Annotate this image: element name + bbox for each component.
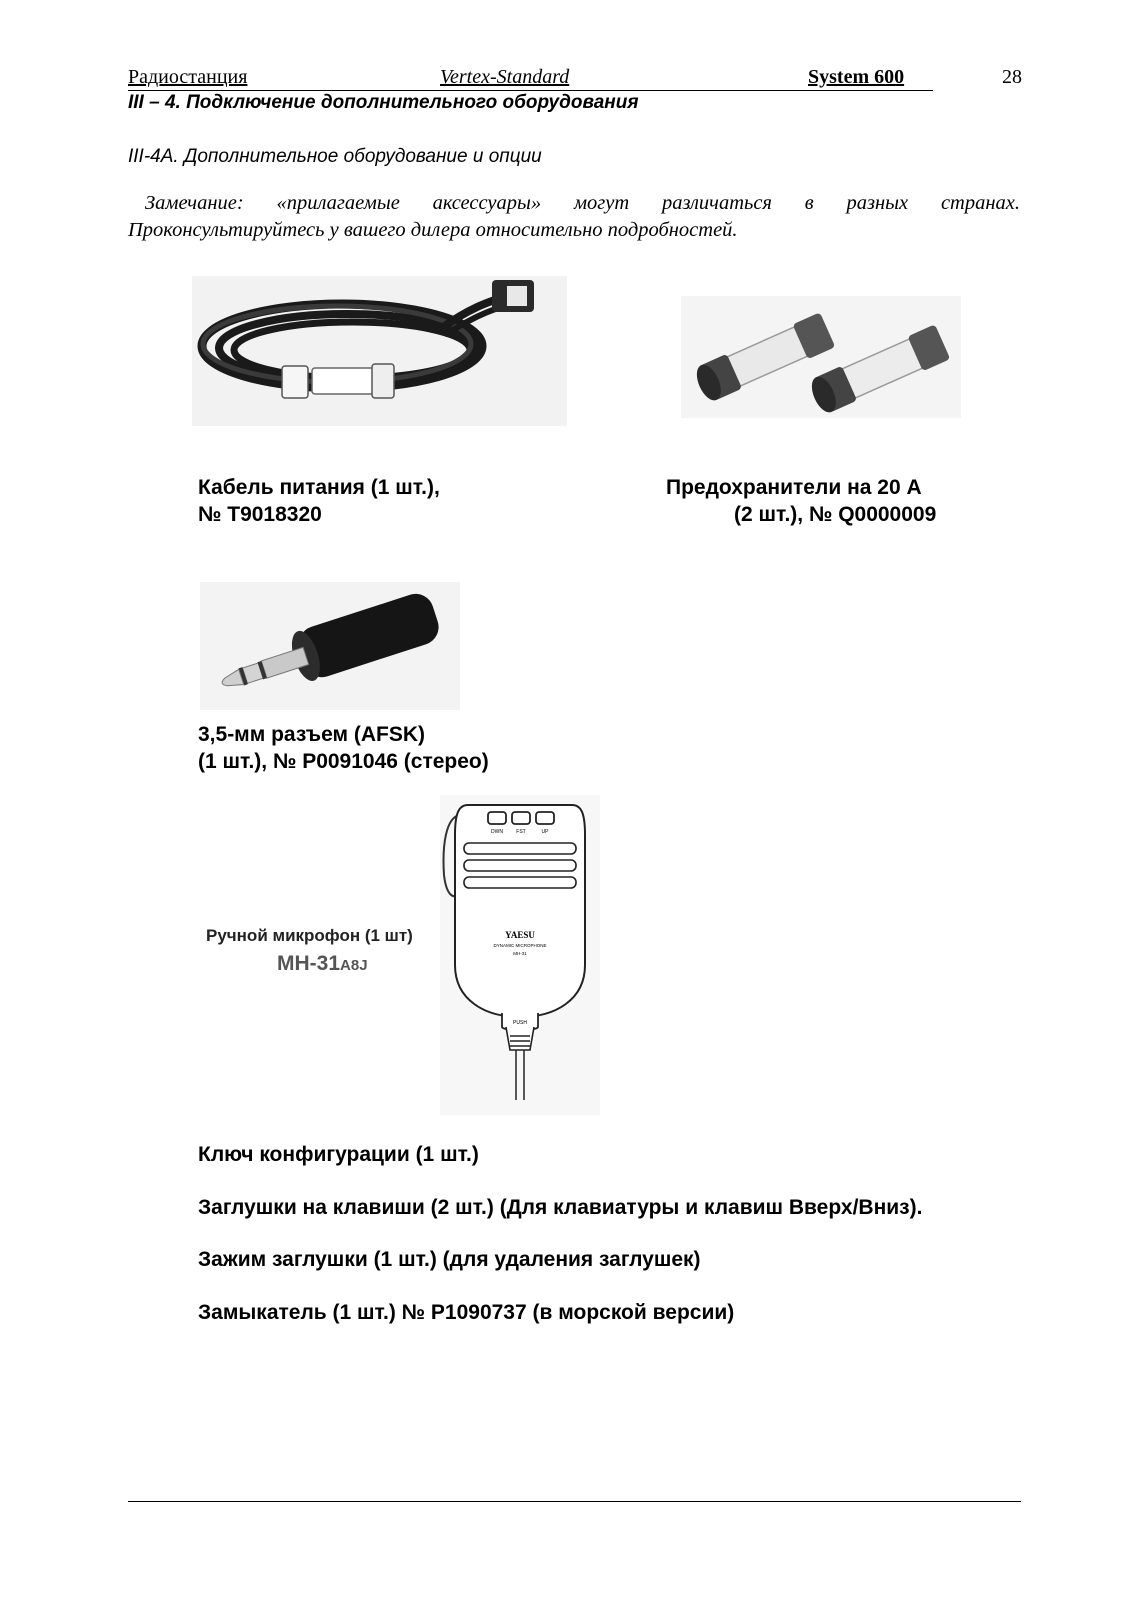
fuses-image: [681, 296, 961, 418]
power-cable-caption-line1: Кабель питания (1 шт.),: [198, 476, 440, 499]
jack-image: [200, 582, 460, 710]
section-title: III – 4. Подключение дополнительного оборудования: [128, 92, 639, 113]
mic-brand-text: YAESU: [505, 930, 535, 940]
button-label-up: UP: [541, 829, 549, 835]
mic-model-text: MH-31: [513, 951, 527, 956]
mic-type-text: DYNAMIC MICROPHONE: [493, 943, 547, 948]
power-cable-caption: [198, 474, 440, 528]
list-item-config-key: Ключ конфигурации (1 шт.): [198, 1143, 479, 1166]
header-right: System 600: [808, 66, 905, 88]
microphone-label: Ручной микрофон (1 шт): [206, 926, 413, 945]
button-label-fst: FST: [516, 829, 526, 835]
footer-rule: [128, 1501, 1021, 1502]
mic-ptt-text: PUSH: [513, 1020, 527, 1026]
jack-caption: [198, 721, 489, 775]
header-rule: [128, 90, 933, 91]
page-number: 28: [1002, 66, 1022, 88]
power-cable-image: [192, 276, 567, 426]
jack-caption-line2: (1 шт.), № P0091046 (стерео): [198, 750, 489, 773]
list-item-key-caps: Заглушки на клавиши (2 шт.) (Для клавиатуры и клавиш Вверх/Вниз).: [198, 1196, 923, 1219]
fuses-caption-line2: (2 шт.), № Q0000009: [734, 503, 937, 526]
header-left: Радиостанция: [128, 66, 248, 88]
microphone-model-sub: A8J: [340, 957, 368, 974]
microphone-image: [440, 795, 600, 1115]
power-cable-caption-line2: № T9018320: [198, 503, 322, 526]
subsection-title: III-4A. Дополнительное оборудование и опции: [128, 146, 542, 167]
jack-caption-line1: 3,5-мм разъем (AFSK): [198, 723, 426, 746]
microphone-model-label: [277, 952, 368, 976]
button-label-dwn: DWN: [491, 829, 503, 835]
fuses-caption-line1: Предохранители на 20 А: [666, 476, 922, 499]
header-center: Vertex-Standard: [440, 66, 570, 88]
list-item-cap-clip: Зажим заглушки (1 шт.) (для удаления заглушек): [198, 1248, 701, 1271]
note-paragraph: Замечание: «прилагаемые аксессуары» могут различаться в разных странах. Проконсультируйтесь у вашего дилера относительно подробностей.: [128, 192, 1020, 241]
microphone-model-main: MH-31: [277, 952, 341, 975]
list-item-shorting-plug: Замыкатель (1 шт.) № P1090737 (в морской версии): [198, 1301, 735, 1324]
